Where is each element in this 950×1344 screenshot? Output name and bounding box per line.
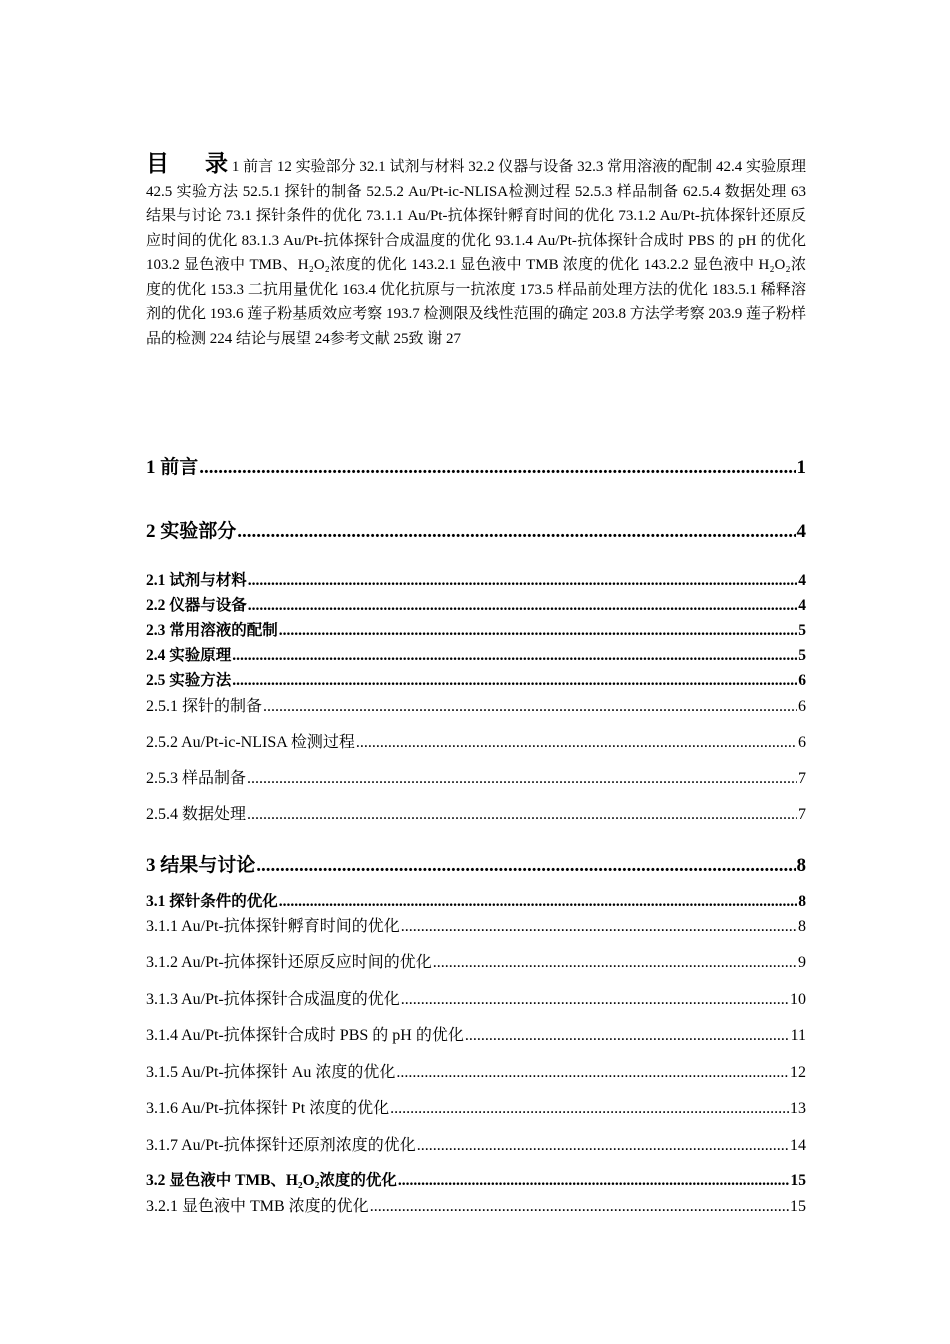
toc-entry[interactable] (146, 1095, 806, 1118)
toc-leader (396, 1064, 789, 1082)
toc-entry[interactable] (146, 729, 806, 752)
toc-entry[interactable] (146, 568, 806, 590)
toc-entry-page: 6 (798, 698, 806, 715)
toc-entry-title: 2.5.4 数据处理 (146, 806, 247, 823)
toc-entry-title: 2.1 试剂与材料 (146, 572, 247, 589)
toc-leader (232, 647, 797, 665)
toc-entry[interactable] (146, 801, 806, 824)
toc-entry[interactable] (146, 850, 806, 877)
toc-entry-title: 3.1.1 Au/Pt-抗体探针孵育时间的优化 (146, 918, 400, 935)
toc-entry[interactable] (146, 668, 806, 690)
toc-run-text: 1 前言 12 实验部分 32.1 试剂与材料 32.2 仪器与设备 32.3 常用溶液的配制 42.4 实验原理 42.5 实验方法 52.5.1 探针的制备 52.5.2 Au/Pt-ic-NLISA检测过程 52.5.3 样品制备 62.5.4 数据处理 63 结果与讨论 73.1 探针条件的优化 73.1.1 Au/Pt-抗体探针孵育时间的优化 73.1.2 Au/Pt-抗体探针还原反应时间的优化 83.1.3 Au/Pt-抗体探针合成温度的优化 93.1.4 Au/Pt-抗体探针合成时 PBS 的 pH 的优化 103.2 显色液中 TMB、H₂O₂浓度的优化 143.2.1 显色液中 TMB 浓度的优化 143.2.2 显色液中 H₂O₂浓度的优化 153.3 二抗用量优化 163.4 优化抗原与一抗浓度 173.5 样品前处理方法的优化 183.5.1 稀释溶剂的优化 193.6 莲子粉基质效应考察 193.7 检测限及线性范围的确定 203.8 方法学考察 203.9 莲子粉样品的检测 224 结论与展望 24参考文献 25致 谢 27 (146, 159, 807, 347)
toc-entry-page: 4 (798, 597, 806, 614)
toc-leader (247, 770, 797, 788)
toc-entry-page: 15 (790, 1172, 806, 1189)
toc-entry-page: 8 (796, 855, 806, 876)
toc-leader (232, 672, 797, 690)
toc-entry-title: 3.2 显色液中 TMB、H₂O₂浓度的优化 (146, 1172, 397, 1189)
toc-entry-page: 6 (798, 734, 806, 751)
toc-entry[interactable] (146, 618, 806, 640)
toc-entry[interactable] (146, 949, 806, 972)
toc-entry-page: 5 (798, 647, 806, 664)
toc-entry-page: 12 (790, 1064, 806, 1081)
toc-leader (417, 1137, 789, 1155)
toc-entry-title: 2.4 实验原理 (146, 647, 232, 664)
toc-entry-title: 2.3 常用溶液的配制 (146, 622, 278, 639)
toc-entry-page: 15 (790, 1198, 806, 1215)
toc-entry-title: 3.2.1 显色液中 TMB 浓度的优化 (146, 1198, 369, 1215)
toc-title-right: 录 (205, 151, 229, 176)
toc-entry-page: 7 (798, 806, 806, 823)
toc-entry-page: 8 (798, 893, 806, 910)
toc-entry-page: 4 (798, 572, 806, 589)
toc-entry-title: 2.5.2 Au/Pt-ic-NLISA 检测过程 (146, 734, 355, 751)
toc-entry-page: 4 (796, 521, 806, 542)
toc-entry-title: 3.1.2 Au/Pt-抗体探针还原反应时间的优化 (146, 954, 432, 971)
toc-leader (248, 572, 797, 590)
toc-leader (237, 521, 795, 543)
toc-leader (433, 954, 797, 972)
toc-heading-paragraph (146, 152, 806, 351)
toc-entry-title: 3 结果与讨论 (146, 855, 256, 876)
toc-entry-title: 3.1.6 Au/Pt-抗体探针 Pt 浓度的优化 (146, 1100, 390, 1117)
toc-entry[interactable] (146, 1059, 806, 1082)
toc-entry-page: 14 (790, 1137, 806, 1154)
toc-entry-page: 5 (798, 622, 806, 639)
toc-entry-title: 3.1.7 Au/Pt-抗体探针还原剂浓度的优化 (146, 1137, 416, 1154)
toc-entry[interactable] (146, 889, 806, 911)
toc-entry[interactable] (146, 1022, 806, 1045)
toc-entry-title: 2.5 实验方法 (146, 672, 232, 689)
toc-leader (256, 855, 795, 877)
toc-entry-title: 2.2 仪器与设备 (146, 597, 247, 614)
toc-entry-title: 3.1.5 Au/Pt-抗体探针 Au 浓度的优化 (146, 1064, 396, 1081)
toc-entry-page: 8 (798, 918, 806, 935)
toc-entry[interactable] (146, 643, 806, 665)
toc-entry[interactable] (146, 452, 806, 479)
toc-entry-title: 3.1.3 Au/Pt-抗体探针合成温度的优化 (146, 991, 400, 1008)
toc-entry-page: 13 (790, 1100, 806, 1117)
toc-entry[interactable] (146, 1132, 806, 1155)
toc-entry[interactable] (146, 593, 806, 615)
toc-leader (248, 597, 797, 615)
toc-leader (398, 1172, 790, 1190)
toc-leader (390, 1100, 789, 1118)
toc-entry-title: 3.1.4 Au/Pt-抗体探针合成时 PBS 的 pH 的优化 (146, 1027, 464, 1044)
toc-entry-title: 3.1 探针条件的优化 (146, 893, 278, 910)
toc-entry-page: 9 (798, 954, 806, 971)
toc-leader (247, 806, 797, 824)
toc-entry[interactable] (146, 1193, 806, 1216)
toc-leader (370, 1198, 789, 1216)
toc-entry[interactable] (146, 986, 806, 1009)
toc-entry-page: 10 (790, 991, 806, 1008)
toc-leader (279, 622, 797, 640)
toc-title-left: 目 (146, 151, 170, 176)
toc-entry[interactable] (146, 1168, 806, 1190)
toc-entry[interactable] (146, 693, 806, 716)
toc-entry-page: 11 (790, 1027, 806, 1044)
toc-entry-page: 7 (798, 770, 806, 787)
toc-leader (401, 918, 797, 936)
toc-entry-title: 1 前言 (146, 457, 199, 478)
toc-entry[interactable] (146, 765, 806, 788)
toc-entry[interactable] (146, 913, 806, 936)
toc-leader (199, 457, 795, 479)
toc-entry-title: 2 实验部分 (146, 521, 237, 542)
toc-leader (401, 991, 789, 1009)
toc-leader (263, 698, 797, 716)
toc-entry-page: 6 (798, 672, 806, 689)
toc-leader (356, 734, 797, 752)
toc-entry-page: 1 (796, 457, 806, 478)
toc-entry-title: 2.5.1 探针的制备 (146, 698, 263, 715)
toc-entry-title: 2.5.3 样品制备 (146, 770, 247, 787)
toc-entry[interactable] (146, 516, 806, 543)
toc-leader (279, 893, 797, 911)
toc-leader (465, 1027, 790, 1045)
